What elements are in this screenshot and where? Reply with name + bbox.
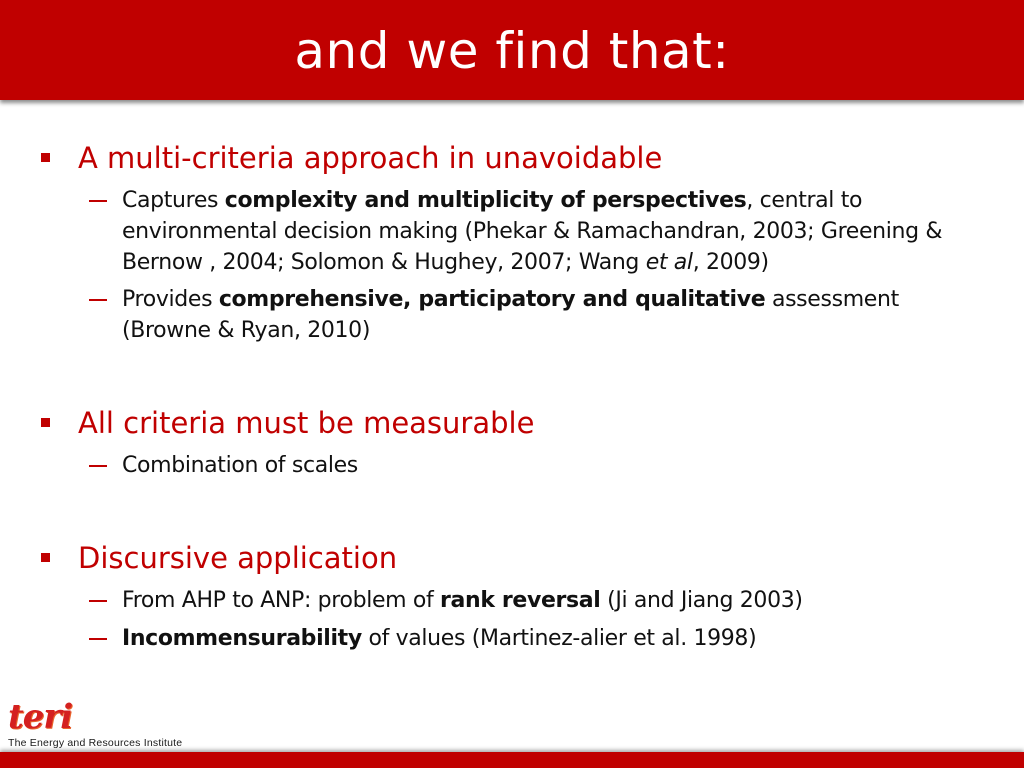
square-bullet-icon <box>41 418 50 427</box>
bottom-bar <box>0 752 1024 768</box>
dash-bullet-icon <box>89 465 107 467</box>
dash-bullet-icon <box>89 299 107 301</box>
square-bullet-icon <box>41 153 50 162</box>
bullet-heading-3: Discursive application <box>78 541 398 575</box>
sub-bullet-1-2: Provides comprehensive, participatory and qualitative assessment (Browne & Ryan, 2010) <box>122 287 899 343</box>
bullet-heading-1: A multi-criteria approach in unavoidable <box>78 141 663 175</box>
dash-bullet-icon <box>89 200 107 202</box>
sub-bullet-3-1: From AHP to ANP: problem of rank reversal (Ji and Jiang 2003) <box>122 588 803 613</box>
logo-wordmark: teri <box>8 697 73 737</box>
sub-bullet-3-2: Incommensurability of values (Martinez-alier et al. 1998) <box>122 626 757 651</box>
square-bullet-icon <box>41 553 50 562</box>
dash-bullet-icon <box>89 638 107 640</box>
teri-logo <box>6 697 272 750</box>
title-bar <box>0 0 1024 100</box>
logo-subtitle: The Energy and Resources Institute <box>8 737 183 749</box>
dash-bullet-icon <box>89 600 107 602</box>
sub-bullet-2-1: Combination of scales <box>122 453 358 478</box>
sub-bullet-1-1: Captures complexity and multiplicity of perspectives, central to environmental decision making (Phekar & Ramachandran, 2003; Greening & Bernow , 2004; Solomon & Hughey, 2007; Wang et al, 2009) <box>122 188 943 275</box>
bullet-heading-2: All criteria must be measurable <box>78 406 535 440</box>
slide-title: and we find that: <box>294 22 730 80</box>
